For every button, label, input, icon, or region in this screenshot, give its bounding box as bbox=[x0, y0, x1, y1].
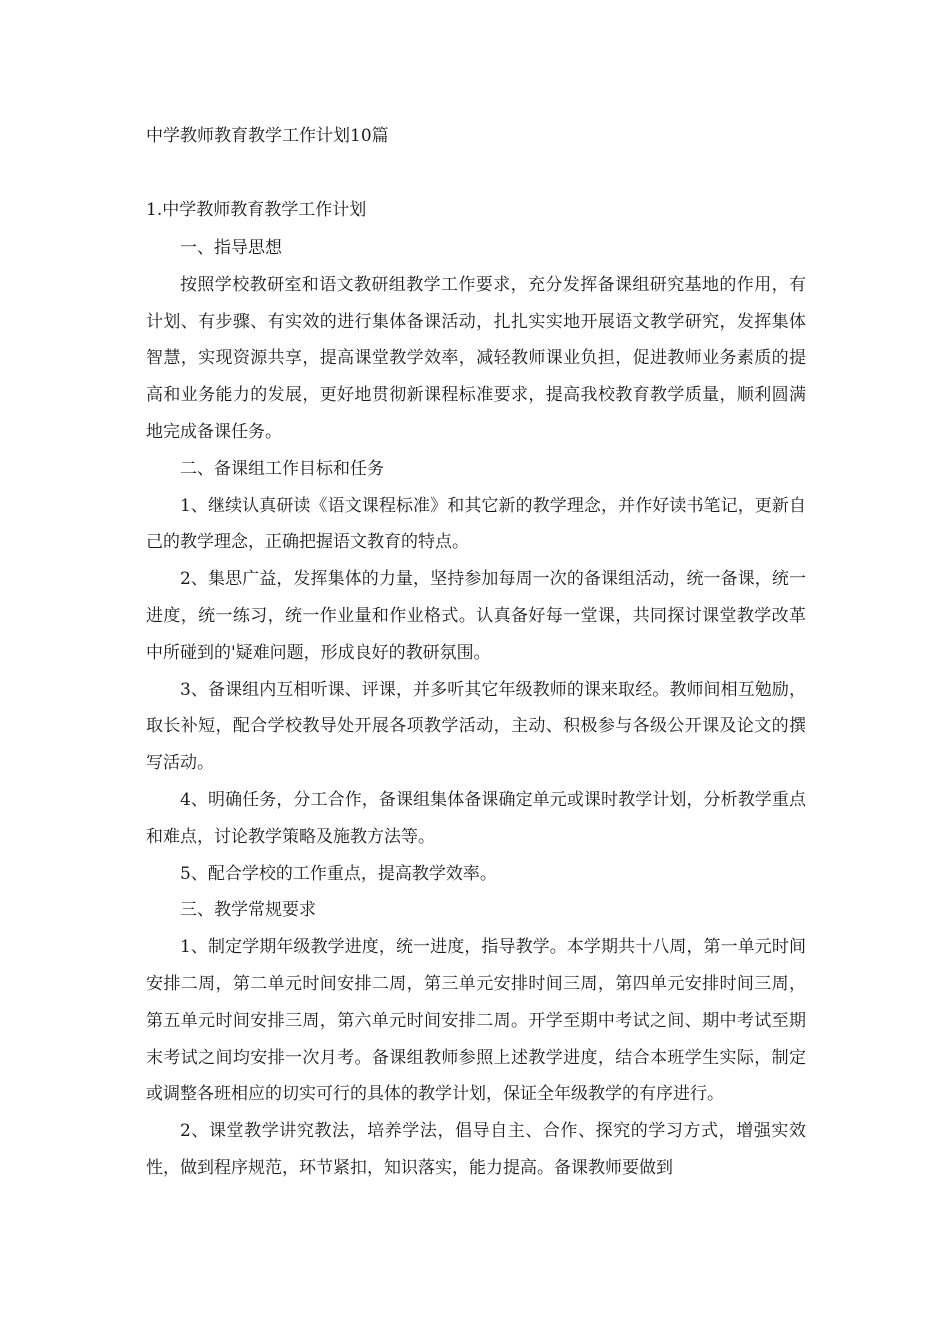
paragraph: 3、备课组内互相听课、评课，并多听其它年级教师的课来取经。教师间相互勉励，取长补短，配合学校教导处开展各项教学活动，主动、积极参与各级公开课及论文的撰写活动。 bbox=[146, 679, 806, 774]
section-title: 1.中学教师教育教学工作计划 bbox=[146, 200, 367, 220]
paragraph: 2、集思广益，发挥集体的力量，坚持参加每周一次的备课组活动，统一备课，统一进度，统一练习，统一作业量和作业格式。认真备好每一堂课，共同探讨课堂教学改革中所碰到的'疑难问题，形成良好的教研氛围。 bbox=[146, 569, 806, 663]
document-title: 中学教师教育教学工作计划10篇 bbox=[146, 126, 389, 146]
paragraph: 5、配合学校的工作重点，提高教学效率。 bbox=[180, 863, 497, 884]
paragraph: 按照学校教研室和语文教研组教学工作要求，充分发挥备课组研究基地的作用，有计划、有步骤、有实效的进行集体备课活动，扎扎实实地开展语文教学研究，发挥集体智慧，实现资源共享，提高课堂教学效率，减轻教师课业负担，促进教师业务素质的提高和业务能力的发展，更好地贯彻新课程标准要求，提高我校教育教学质量，顺利圆满地完成备课任务。 bbox=[146, 274, 806, 442]
document-body bbox=[146, 230, 806, 1187]
paragraph: 1、制定学期年级教学进度，统一进度，指导教学。本学期共十八周，第一单元时间安排二周，第二单元时间安排二周，第三单元安排时间三周，第四单元安排时间三周，第五单元时间安排三周，第六单元时间安排二周。开学至期中考试之间、期中考试至期末考试之间均安排一次月考。备课组教师参照上述教学进度，结合本班学生实际，制定或调整各班相应的切实可行的具体的教学计划，保证全年级教学的有序进行。 bbox=[146, 937, 806, 1105]
heading-goals-tasks: 二、备课组工作目标和任务 bbox=[180, 458, 384, 479]
paragraph: 2、课堂教学讲究教法，培养学法，倡导自主、合作、探究的学习方式，增强实效性，做到程序规范，环节紧扣，知识落实，能力提高。备课教师要做到 bbox=[146, 1121, 806, 1178]
paragraph: 4、明确任务，分工合作，备课组集体备课确定单元或课时教学计划，分析教学重点和难点，讨论教学策略及施教方法等。 bbox=[146, 789, 806, 847]
heading-guiding-ideology: 一、指导思想 bbox=[180, 238, 282, 258]
paragraph: 1、继续认真研读《语文课程标准》和其它新的教学理念，并作好读书笔记，更新自己的教学理念，正确把握语文教育的特点。 bbox=[146, 495, 806, 553]
heading-routine-requirements: 三、教学常规要求 bbox=[180, 900, 316, 921]
